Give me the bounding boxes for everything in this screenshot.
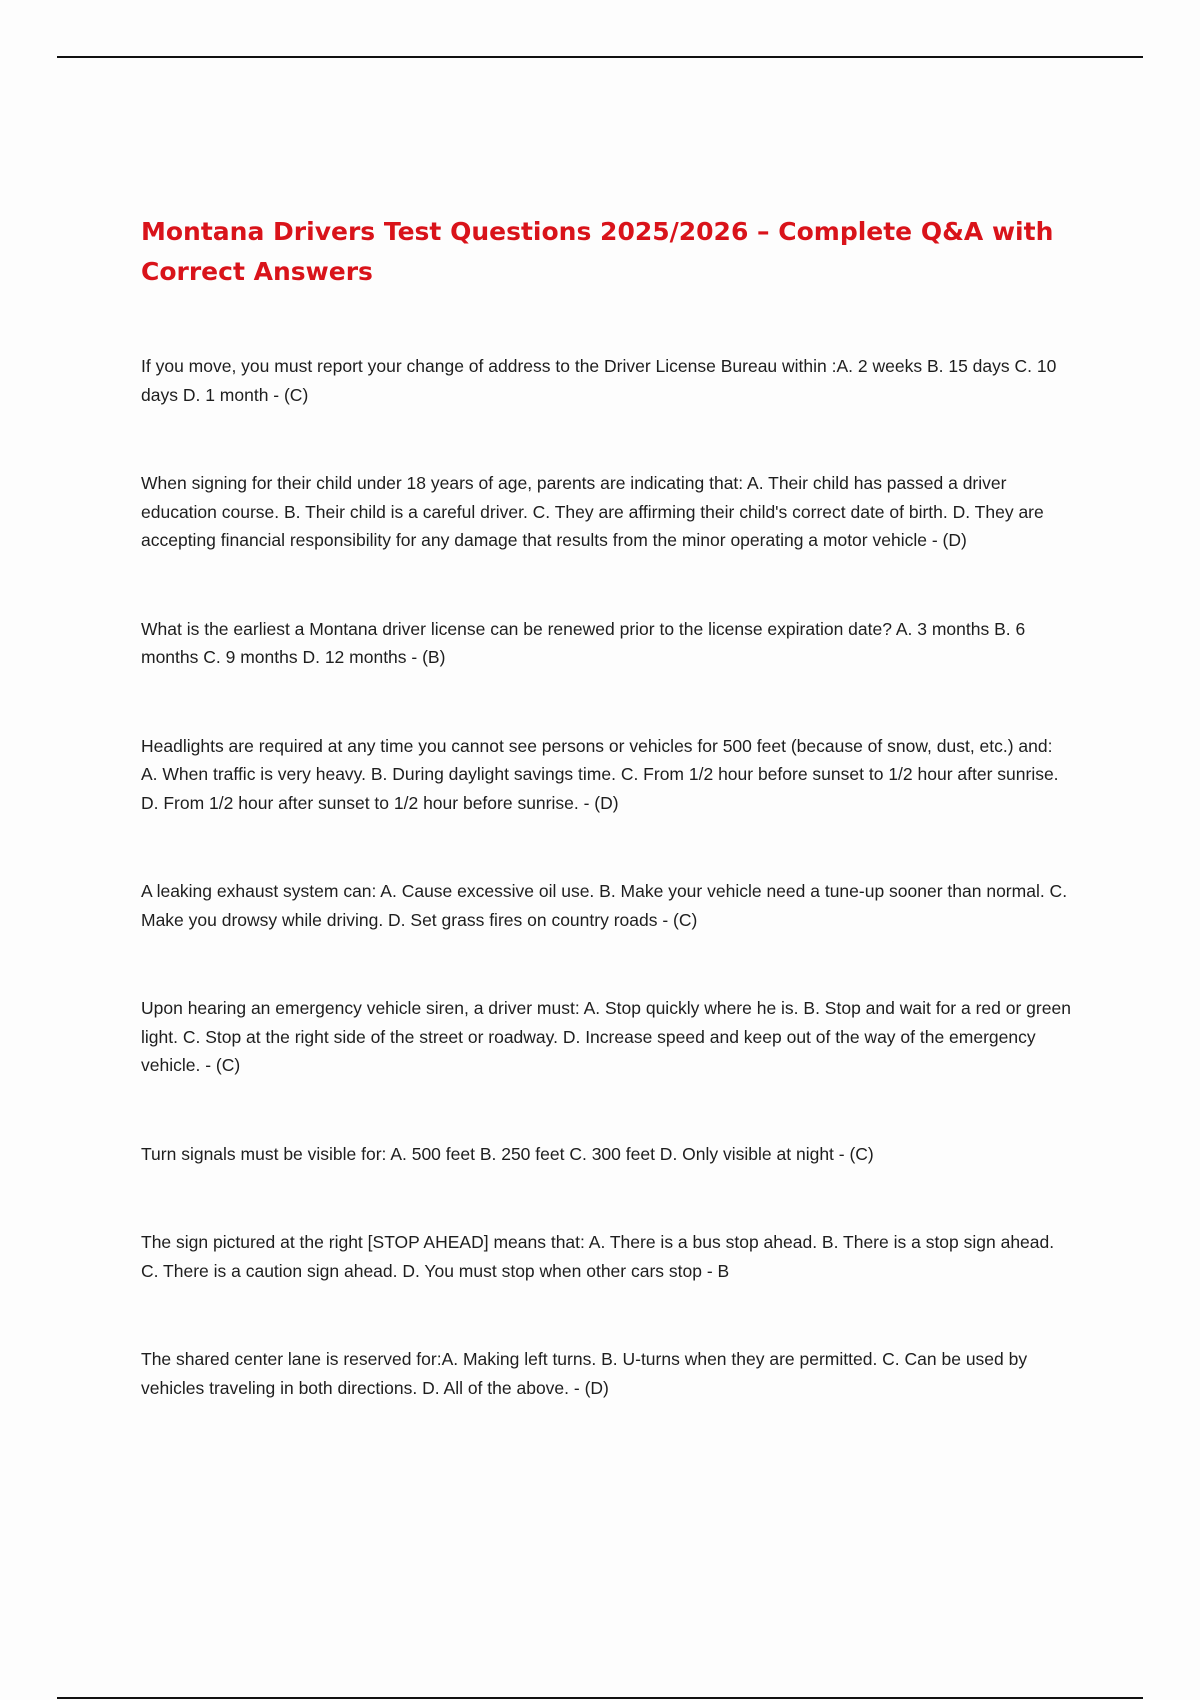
header-rule <box>57 56 1143 58</box>
footer-rule <box>57 1697 1143 1699</box>
question-item: The shared center lane is reserved for:A. Making left turns. B. U-turns when they are permitted. C. Can be used by vehicles traveling in both directions. D. All of the above. - (D) <box>141 1349 1028 1398</box>
question-item: If you move, you must report your change of address to the Driver License Bureau within :A. 2 weeks B. 15 days C. 10 days D. 1 month - (C) <box>141 356 1057 405</box>
question-item: A leaking exhaust system can: A. Cause excessive oil use. B. Make your vehicle need a tune-up sooner than normal. C. Make you drowsy while driving. D. Set grass fires on country roads - (C) <box>141 881 1068 930</box>
question-item: When signing for their child under 18 years of age, parents are indicating that: A. Their child has passed a driver education course. B. Their child is a careful driver. C. They are affirming their child's correct date of birth. D. They are accepting financial responsibility for any damage that results from the minor operating a motor vehicle - (D) <box>141 473 1044 550</box>
question-list <box>141 352 1071 1402</box>
question-item: The sign pictured at the right [STOP AHEAD] means that: A. There is a bus stop ahead. B. There is a stop sign ahead. C. There is a caution sign ahead. D. You must stop when other cars stop - B <box>141 1232 1055 1281</box>
question-item: Headlights are required at any time you cannot see persons or vehicles for 500 feet (because of snow, dust, etc.) and: A. When traffic is very heavy. B. During daylight savings time. C. From 1/2 hour before sunset to 1/2 hour after sunrise. D. From 1/2 hour after sunset to 1/2 hour before sunrise. - (D) <box>141 735 1059 813</box>
document-title: Montana Drivers Test Questions 2025/2026 – Complete Q&A with Correct Answers <box>141 217 1054 286</box>
question-item: Upon hearing an emergency vehicle siren, a driver must: A. Stop quickly where he is. B. Stop and wait for a red or green light. C. Stop at the right side of the street or roadway. D. Increase speed and keep out of the way of the emergency vehicle. - (C) <box>141 998 1071 1075</box>
question-item: What is the earliest a Montana driver license can be renewed prior to the license expiration date? A. 3 months B. 6 months C. 9 months D. 12 months - (B) <box>141 618 1026 667</box>
question-item: Turn signals must be visible for: A. 500 feet B. 250 feet C. 300 feet D. Only visible at night - (C) <box>141 1143 874 1164</box>
